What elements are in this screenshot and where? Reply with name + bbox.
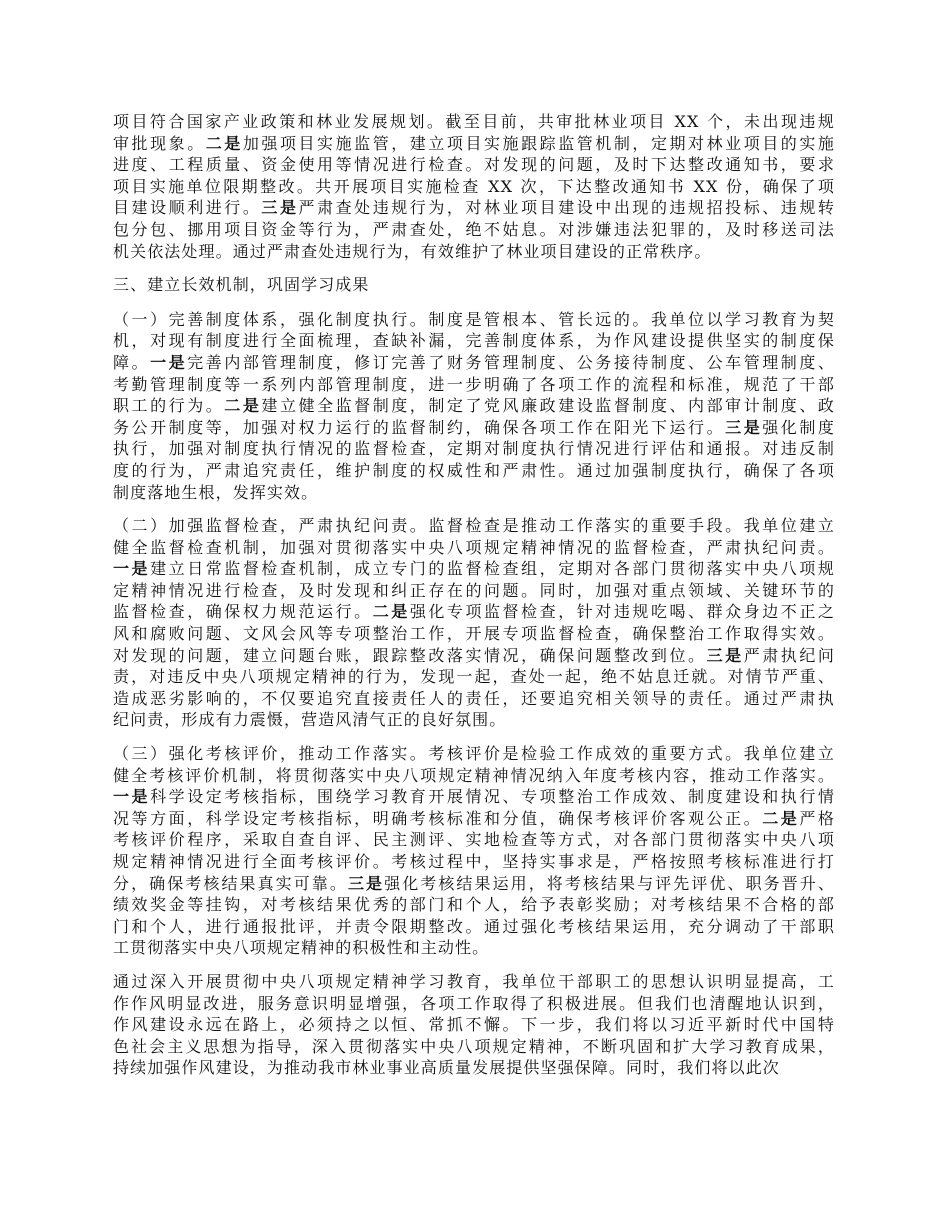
text-line: [113, 197, 835, 219]
text-line: [113, 352, 835, 374]
text-line: [113, 829, 835, 851]
text-run: 监督检查，确保权力规范运行。: [113, 602, 373, 622]
text-line: [113, 395, 835, 417]
text-run: （一）完善制度体系，强化制度执行。制度是管根本、管长远的。我单位以学习教育为契: [113, 309, 835, 329]
text-run: 作作风明显改进，服务意识明显增强，各项工作取得了积极进展。但我们也清醒地认识到，: [113, 993, 835, 1013]
text-run: 项目符合国家产业政策和林业发展规划。截至目前，共审批林业项目 XX 个，未出现违规: [113, 112, 835, 131]
text-run: 门和个人，进行通报批评，并责令限期整改。通过强化考核结果运用，充分调动了干部职: [113, 916, 835, 936]
text-line: [113, 176, 835, 198]
text-run: 强化专项监督检查，针对违规吃喝、群众身边不正之: [409, 602, 836, 622]
paragraph-p-continued-projects: [113, 111, 835, 262]
text-run: 色社会主义思想为指导，深入贯彻落实中央八项规定精神，不断巩固和扩大学习教育成果，: [113, 1036, 835, 1056]
text-run: 强化考核结果运用，将考核结果与评先评优、职务晋升、: [384, 873, 835, 893]
text-line: [113, 851, 835, 873]
text-line: [113, 417, 835, 439]
text-run: 考核评价程序，采取自查自评、民主测评、实地检查等方式，对各部门贯彻落实中央八项: [113, 830, 835, 850]
text-line: [113, 873, 835, 895]
text-line: [113, 971, 835, 993]
text-line: [113, 438, 835, 460]
text-run: 况等方面，科学设定考核指标，明确考核标准和分值，确保考核评价客观公正。: [113, 808, 763, 828]
emphasis-label: 一是: [113, 787, 151, 807]
section-heading: 三、建立长效机制，巩固学习成果: [113, 275, 370, 295]
text-run: 职工的行为。: [113, 396, 225, 416]
text-run: 健全考核评价机制，将贯彻落实中央八项规定精神情况纳入年度考核内容，推动工作落实。: [113, 765, 835, 785]
text-line: [113, 1036, 835, 1058]
text-run: 障。: [113, 352, 151, 372]
text-line: [113, 937, 835, 959]
text-run: 作风建设永远在路上，必须持之以恒、常抓不懈。下一步，我们将以习近平新时代中国特: [113, 1015, 835, 1035]
text-line: [113, 133, 835, 155]
paragraph-p-conclusion: [113, 971, 835, 1079]
text-run: 目建设顺利进行。: [113, 198, 262, 218]
emphasis-label: 二是: [224, 396, 262, 416]
emphasis-label: 二是: [372, 602, 410, 622]
text-run: 责，对违反中央八项规定精神的行为，发现一起，查处一起，绝不姑息迁就。对情节严重、: [113, 667, 835, 687]
text-run: 审批现象。: [113, 133, 206, 153]
text-run: 科学设定考核指标，围绕学习教育开展情况、专项整治工作成效、制度建设和执行情: [150, 787, 836, 807]
text-line: [113, 558, 835, 580]
text-run: 强化制度: [762, 417, 835, 437]
text-line: [113, 460, 835, 482]
text-line: [113, 580, 835, 602]
text-run: 规定精神情况进行全面考核评价。考核过程中，坚持实事求是，严格按照考核标准进行打: [113, 852, 835, 871]
text-line: [113, 688, 835, 710]
text-run: 严肃查处违规行为，对林业项目建设中出现的违规招投标、违规转: [298, 198, 836, 218]
text-run: 务公开制度等，加强对权力运行的监督制约，确保各项工作在阳光下运行。: [113, 417, 726, 437]
text-line: [113, 666, 835, 688]
text-run: 健全监督检查机制，加强对贯彻落实中央八项规定精神情况的监督检查，严肃执纪问责。: [113, 537, 835, 557]
text-run: 加强项目实施监管，建立项目实施跟踪监管机制，定期对林业项目的实施: [242, 133, 835, 153]
text-line: [113, 1014, 835, 1036]
text-line: [113, 993, 835, 1015]
text-run: 执行，加强对制度执行情况的监督检查，定期对制度执行情况进行评估和通报。对违反制: [113, 439, 835, 459]
text-run: 项目实施单位限期整改。共开展项目实施检查 XX 次，下达整改通知书 XX 份，确保了项: [113, 176, 835, 196]
text-run: 严格: [799, 808, 835, 828]
text-line: [113, 154, 835, 176]
text-run: 度的行为，严肃追究责任，维护制度的权威性和严肃性。通过加强制度执行，确保了各项: [113, 460, 835, 480]
paragraph-p-evaluation: [113, 743, 835, 959]
text-line: [113, 765, 835, 787]
text-run: 考勤管理制度等一系列内部管理制度，进一步明确了各项工作的流程和标准，规范了干部: [113, 374, 835, 394]
paragraph-p-institution: [113, 309, 835, 503]
text-line: [113, 916, 835, 938]
text-run: 包分包、挪用项目资金等行为，严肃查处，绝不姑息。对涉嫌违法犯罪的，及时移送司法: [113, 219, 835, 239]
text-line: [113, 241, 835, 263]
text-run: （三）强化考核评价，推动工作落实。考核评价是检验工作成效的重要方式。我单位建立: [113, 744, 835, 764]
text-line: [113, 709, 835, 731]
text-run: 完善内部管理制度，修订完善了财务管理制度、公务接待制度、公车管理制度、: [187, 352, 835, 372]
text-run: 严肃执纪问: [743, 645, 836, 665]
text-run: （二）加强监督检查，严肃执纪问责。监督检查是推动工作落实的重要手段。我单位建立: [113, 516, 835, 536]
text-line: [113, 645, 835, 667]
text-run: 工贯彻落实中央八项规定精神的积极性和主动性。: [113, 938, 490, 958]
text-run: 对发现的问题，建立问题台账，跟踪整改落实情况，确保问题整改到位。: [113, 645, 707, 665]
emphasis-label: 二是: [205, 133, 243, 153]
text-run: 纪问责，形成有力震慑，营造风清气正的良好氛围。: [113, 710, 507, 730]
text-run: 建立健全监督制度，制定了党风廉政建设监督制度、内部审计制度、政: [261, 396, 835, 416]
text-run: 造成恶劣影响的，不仅要追究直接责任人的责任，还要追究相关领导的责任。通过严肃执: [113, 688, 835, 708]
emphasis-label: 一是: [113, 559, 151, 579]
text-run: 风和腐败问题、文风会风等专项整治工作，开展专项监督检查，确保整治工作取得实效。: [113, 624, 835, 644]
paragraph-p-supervision: [113, 515, 835, 731]
document-page: [113, 111, 835, 1091]
text-run: 机，对现有制度进行全面梳理，查缺补漏，完善制度体系，为作风建设提供坚实的制度保: [113, 331, 835, 351]
text-line: [113, 219, 835, 241]
text-line: [113, 111, 835, 133]
emphasis-label: 三是: [347, 873, 385, 893]
text-line: [113, 623, 835, 645]
text-line: [113, 515, 835, 537]
text-line: [113, 808, 835, 830]
text-run: 分，确保考核结果真实可靠。: [113, 873, 348, 893]
emphasis-label: 三是: [261, 198, 299, 218]
text-run: 机关依法处理。通过严肃查处违规行为，有效维护了林业项目建设的正常秩序。: [113, 241, 712, 261]
emphasis-label: 三是: [725, 417, 763, 437]
text-run: 进度、工程质量、资金使用等情况进行检查。对发现的问题，及时下达整改通知书，要求: [113, 155, 835, 175]
text-line: [113, 374, 835, 396]
text-line: [113, 601, 835, 623]
text-run: 建立日常监督检查机制，成立专门的监督检查组，定期对各部门贯彻落实中央八项规: [150, 559, 836, 579]
text-line: [113, 786, 835, 808]
text-run: 持续加强作风建设，为推动我市林业事业高质量发展提供坚强保障。同时，我们将以此次: [113, 1058, 780, 1078]
text-run: 通过深入开展贯彻中央八项规定精神学习教育，我单位干部职工的思想认识明显提高，工: [113, 971, 835, 991]
emphasis-label: 二是: [762, 808, 800, 828]
text-run: 制度落地生根，发挥实效。: [113, 482, 319, 502]
text-line: [113, 537, 835, 559]
text-line: [113, 482, 835, 504]
text-line: [113, 309, 835, 331]
text-run: 定精神情况进行检查，及时发现和纠正存在的问题。同时，加强对重点领域、关键环节的: [113, 580, 835, 600]
emphasis-label: 三是: [706, 645, 744, 665]
text-line: [113, 743, 835, 765]
text-line: [113, 330, 835, 352]
text-line: [113, 1057, 835, 1079]
text-run: 绩效奖金等挂钩，对考核结果优秀的部门和个人，给予表彰奖励；对考核结果不合格的部: [113, 895, 835, 915]
emphasis-label: 一是: [150, 352, 188, 372]
text-line: [113, 894, 835, 916]
